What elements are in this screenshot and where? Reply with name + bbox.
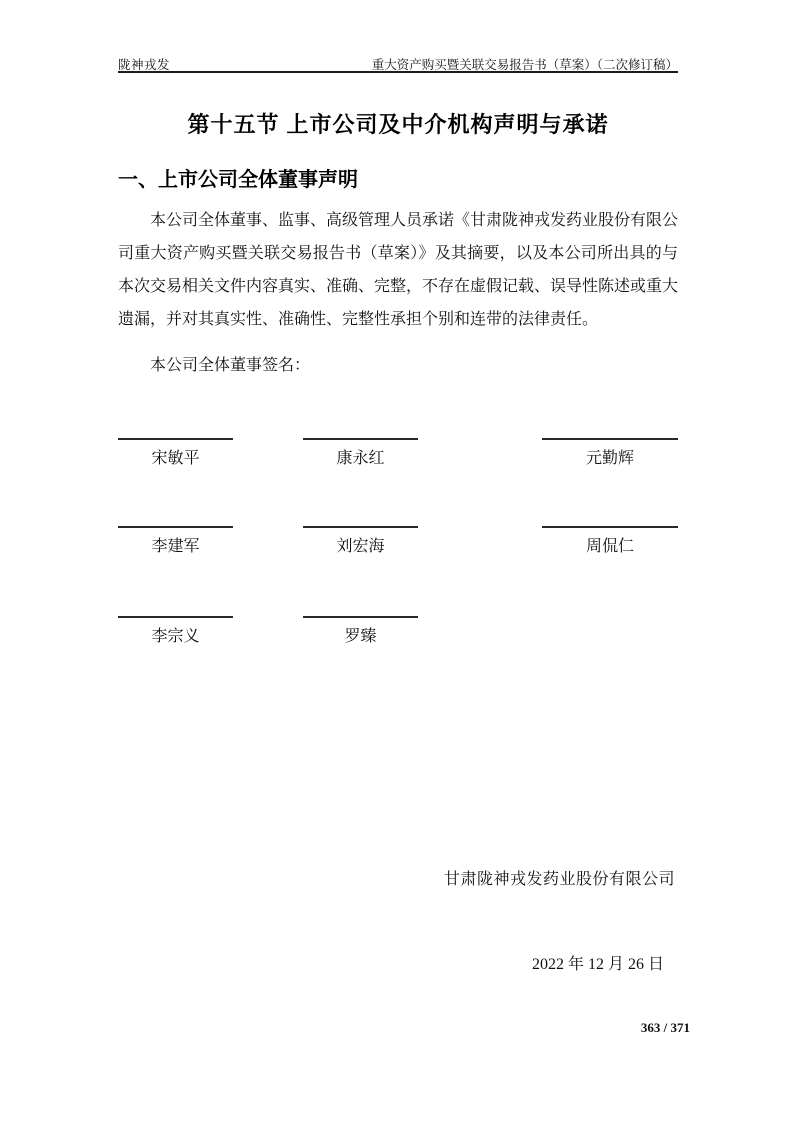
signature-name: 周侃仁: [585, 538, 634, 555]
signature-cell: [118, 526, 233, 556]
signature-name: 李建军: [151, 538, 200, 555]
signature-cell: [303, 438, 418, 468]
header-doc-short-title: 陇神戎发: [118, 58, 171, 72]
signature-cell: [303, 616, 418, 646]
signature-name: 康永红: [336, 450, 385, 467]
section-heading: 一、上市公司全体董事声明: [118, 169, 358, 191]
signature-cell: [118, 438, 233, 468]
signature-cell: [303, 526, 418, 556]
header-rule: [118, 71, 678, 73]
signature-name: 李宗义: [151, 628, 200, 645]
signature-name: 罗臻: [344, 628, 377, 645]
company-signature: 甘肃陇神戎发药业股份有限公司: [443, 871, 675, 888]
signature-cell: [118, 616, 233, 646]
signature-cell: [542, 438, 678, 468]
sign-instruction: 本公司全体董事签名：: [150, 357, 311, 374]
chapter-title: 第十五节 上市公司及中介机构声明与承诺: [187, 112, 609, 137]
header-doc-full-title: 重大资产购买暨关联交易报告书（草案）（二次修订稿）: [371, 58, 678, 72]
signature-cell: [542, 526, 678, 556]
signature-date: 2022 年 12 月 26 日: [531, 956, 664, 973]
declaration-paragraph: 本公司全体董事、监事、高级管理人员承诺《甘肃陇神戎发药业股份有限公司重大资产购买暨关联交易报告书（草案）》及其摘要，以及本公司所出具的与本次交易相关文件内容真实、准确、完整，不存在虚假记载、误导性陈述或重大遗漏，并对其真实性、准确性、完整性承担个别和连带的法律责任。: [118, 212, 679, 328]
signature-name: 刘宏海: [336, 538, 385, 555]
signature-name: 元勤辉: [585, 450, 634, 467]
page-number: 363 / 371: [640, 1020, 690, 1035]
signature-name: 宋敏平: [151, 450, 200, 467]
